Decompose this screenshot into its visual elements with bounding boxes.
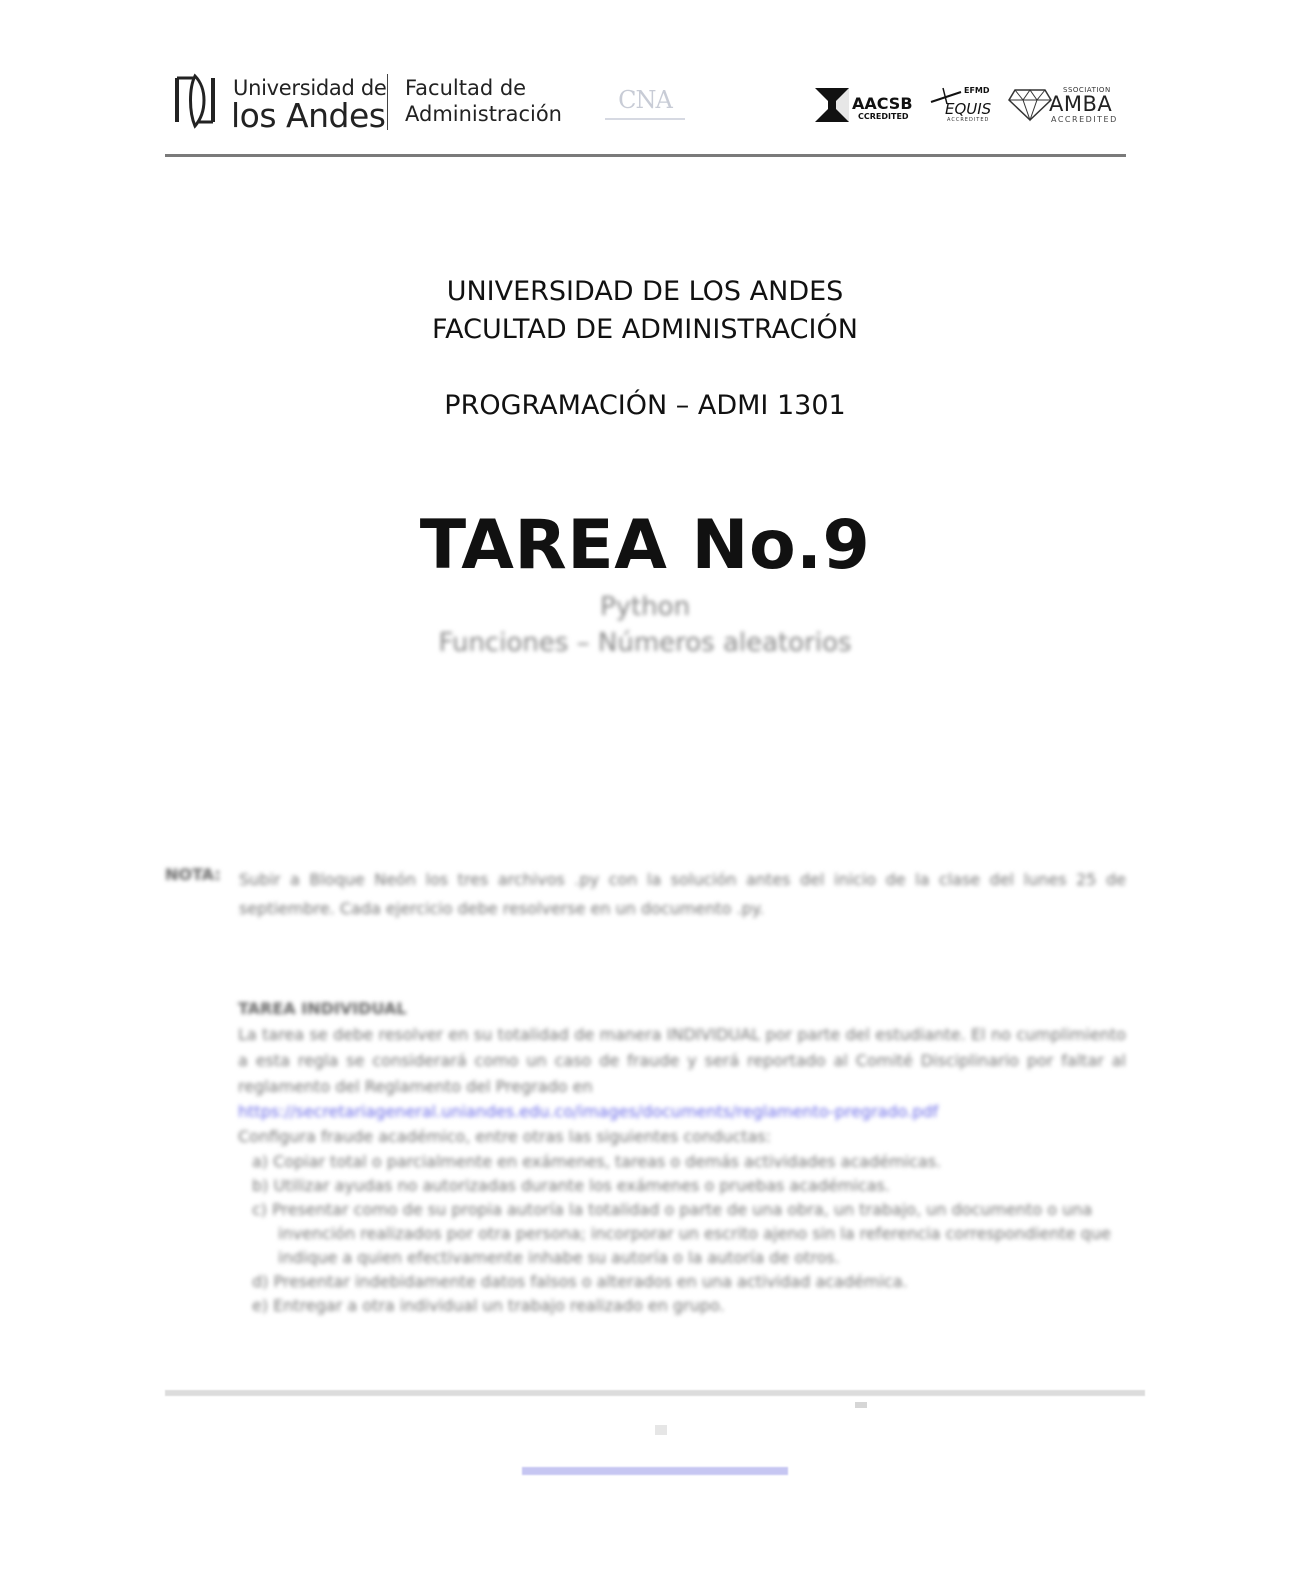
list-item: b) Utilizar ayudas no autorizadas durante los exámenes o pruebas académicas. [252, 1176, 890, 1195]
amba-diamond-icon [1007, 88, 1053, 122]
note-label: NOTA: [165, 865, 221, 884]
list-item: d) Presentar indebidamente datos falsos o alterados en una actividad académica. [252, 1272, 908, 1291]
conduct-list [238, 1150, 1126, 1318]
footer-link[interactable] [522, 1467, 788, 1475]
list-item: e) Entregar a otra individual un trabajo realizado en grupo. [252, 1296, 725, 1315]
equis-logo [927, 82, 997, 126]
amba-toplabel: SSOCIATION [1063, 86, 1111, 94]
assignment-subtitle-topic: Funciones – Números aleatorios [438, 628, 852, 658]
amba-logo [1007, 84, 1122, 128]
header-divider [165, 154, 1126, 157]
aacsb-logo [815, 88, 915, 124]
equis-toplabel: EFMD [964, 86, 990, 95]
regulation-link[interactable]: https://secretariageneral.uniandes.edu.co/images/documents/reglamento-pregrado.pdf [238, 1102, 939, 1121]
assignment-title: TAREA No.9 [419, 506, 871, 585]
uniandes-logo [171, 70, 387, 135]
logo-divider [387, 74, 388, 130]
page-header [165, 62, 1126, 154]
aacsb-label: AACSB [852, 94, 913, 113]
list-item: c) Presentar como de su propia autoría la totalidad o parte de una obra, un trabajo, un documento o una invención realizados por otra persona; incorporar un escrito ajeno sin la referencia correspondiente que indique a quien efectivamente inhabe su autoría o la autoría de otros. [252, 1200, 1111, 1267]
university-name-line2: los Andes [231, 96, 386, 135]
footer-mark [855, 1402, 867, 1408]
section-heading: TAREA INDIVIDUAL [238, 999, 407, 1018]
cna-logo [605, 86, 685, 126]
assignment-subtitle-language: Python [599, 592, 691, 622]
equis-sublabel: ACCREDITED [947, 117, 990, 123]
course-title: PROGRAMACIÓN – ADMI 1301 [444, 390, 846, 421]
faculty-name-line2: Administración [405, 102, 562, 126]
list-item: a) Copiar total o parcialmente en exámenes, tareas o demás actividades académicas. [252, 1152, 942, 1171]
page-number-mark [655, 1425, 667, 1435]
amba-label: AMBA [1049, 92, 1113, 116]
university-name-line1: Universidad de [233, 76, 387, 100]
uniandes-emblem-icon [171, 72, 219, 128]
section-paragraph: La tarea se debe resolver en su totalidad de manera INDIVIDUAL por parte del estudiante. El no cumplimiento a esta regla se considerará como un caso de fraude y será reportado al Comité Disciplinario por faltar al reglamento del Reglamento del Pregrado en [238, 1025, 1126, 1096]
equis-label: EQUIS [945, 100, 992, 118]
note-text: Subir a Bloque Neón los tres archivos .py con la solución antes del inicio de la clase del lunes 25 de septiembre. Cada ejercicio debe resolverse en un documento .py. [239, 870, 1126, 918]
faculty-name-line1: Facultad de [405, 76, 527, 100]
university-title: UNIVERSIDAD DE LOS ANDES [446, 276, 844, 307]
cna-label: CNA [618, 86, 672, 114]
cna-underline [605, 118, 685, 120]
footer-divider [165, 1390, 1145, 1396]
aacsb-sublabel: CCREDITED [858, 112, 909, 121]
individual-work-section [238, 996, 1126, 1318]
amba-sublabel: ACCREDITED [1051, 115, 1118, 124]
conduct-intro: Configura fraude académico, entre otras las siguientes conductas: [238, 1127, 772, 1146]
aacsb-emblem-icon [815, 88, 849, 122]
faculty-title: FACULTAD DE ADMINISTRACIÓN [432, 314, 858, 345]
